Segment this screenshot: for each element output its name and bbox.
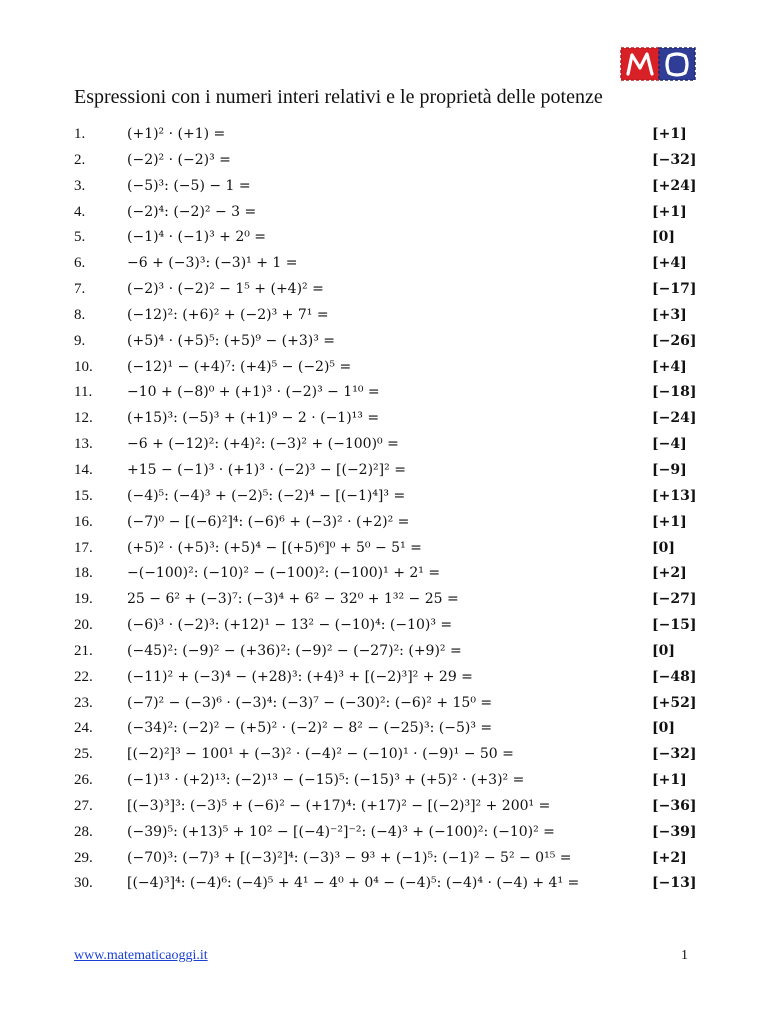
exercise-row: [74, 820, 698, 846]
exercise-expression: (−12)¹ − (+4)⁷: (+4)⁵ − (−2)⁵ =: [127, 358, 352, 375]
exercise-number: 8.: [74, 306, 86, 323]
page-number: 1: [681, 948, 688, 963]
exercise-number: 23.: [74, 694, 93, 711]
exercise-answer: [0]: [652, 720, 675, 737]
exercise-expression: (−70)³: (−7)³ + [(−3)²]⁴: (−3)³ − 9³ + (−1)⁵: (−1)² − 5² − 0¹⁵ =: [127, 849, 572, 866]
exercise-row: [74, 329, 698, 355]
exercise-number: 21.: [74, 642, 93, 659]
exercise-expression: (−5)³: (−5) − 1 =: [127, 177, 251, 194]
exercise-expression: (+5)² · (+5)³: (+5)⁴ − [(+5)⁶]⁰ + 5⁰ − 5¹ =: [127, 539, 422, 556]
exercise-answer: [−4]: [652, 436, 687, 453]
exercise-answer: [0]: [652, 642, 675, 659]
exercise-row: [74, 432, 698, 458]
exercise-number: 15.: [74, 487, 93, 504]
exercise-answer: [+2]: [652, 565, 687, 582]
exercise-number: 6.: [74, 255, 86, 272]
exercise-row: [74, 846, 698, 872]
exercise-row: [74, 380, 698, 406]
exercise-row: [74, 303, 698, 329]
exercise-expression: 25 − 6² + (−3)⁷: (−3)⁴ + 6² − 32⁰ + 1³² − 25 =: [127, 591, 459, 608]
exercise-number: 10.: [74, 358, 93, 375]
exercise-answer: [−32]: [652, 151, 697, 168]
exercise-number: 13.: [74, 436, 93, 453]
exercise-row: [74, 458, 698, 484]
exercise-answer: [−32]: [652, 746, 697, 763]
exercise-number: 18.: [74, 565, 93, 582]
exercise-number: 5.: [74, 229, 86, 246]
exercise-row: [74, 691, 698, 717]
exercise-expression: (−2)³ · (−2)² − 1⁵ + (+4)² =: [127, 281, 324, 298]
exercise-expression: (−34)²: (−2)² − (+5)² · (−2)² − 8² − (−25)³: (−5)³ =: [127, 720, 493, 737]
exercise-answer: [+1]: [652, 513, 687, 530]
exercise-expression: (−12)²: (+6)² + (−2)³ + 7¹ =: [127, 306, 329, 323]
exercise-row: [74, 613, 698, 639]
exercise-row: [74, 200, 698, 226]
exercise-expression: (−45)²: (−9)² − (+36)²: (−9)² − (−27)²: (+9)² =: [127, 642, 462, 659]
exercise-row: [74, 871, 698, 897]
exercise-expression: (−2)⁴: (−2)² − 3 =: [127, 203, 257, 220]
exercise-expression: (−1)⁴ · (−1)³ + 2⁰ =: [127, 229, 267, 246]
exercise-row: [74, 716, 698, 742]
exercise-number: 7.: [74, 281, 86, 298]
exercise-expression: −10 + (−8)⁰ + (+1)³ · (−2)³ − 1¹⁰ =: [127, 384, 380, 401]
exercise-row: [74, 406, 698, 432]
exercise-expression: (−6)³ · (−2)³: (+12)¹ − 13² − (−10)⁴: (−10)³ =: [127, 617, 453, 634]
exercise-answer: [0]: [652, 229, 675, 246]
exercise-expression: (−7)² − (−3)⁶ · (−3)⁴: (−3)⁷ − (−30)²: (−6)² + 15⁰ =: [127, 694, 493, 711]
worksheet-title: Espressioni con i numeri interi relativi e le proprietà delle potenze: [74, 86, 603, 108]
site-logo: [619, 46, 697, 82]
exercise-number: 3.: [74, 177, 86, 194]
exercise-row: [74, 587, 698, 613]
exercise-number: 11.: [74, 384, 93, 401]
exercise-row: [74, 665, 698, 691]
exercise-expression: (−1)¹³ · (+2)¹³: (−2)¹³ − (−15)⁵: (−15)³ + (+5)² · (+3)² =: [127, 772, 525, 789]
exercise-expression: (−11)² + (−3)⁴ − (+28)³: (+4)³ + [(−2)³]² + 29 =: [127, 668, 473, 685]
exercise-row: [74, 122, 698, 148]
exercise-row: [74, 742, 698, 768]
exercise-answer: [−24]: [652, 410, 697, 427]
exercise-answer: [+4]: [652, 358, 687, 375]
exercise-answer: [+1]: [652, 203, 687, 220]
exercise-expression: (−39)⁵: (+13)⁵ + 10² − [(−4)⁻²]⁻²: (−4)³ + (−100)²: (−10)² =: [127, 823, 555, 840]
exercise-expression: (+1)² · (+1) =: [127, 126, 226, 142]
exercise-answer: [−36]: [652, 797, 697, 814]
exercise-answer: [+24]: [652, 177, 697, 194]
exercise-expression: (−4)⁵: (−4)³ + (−2)⁵: (−2)⁴ − [(−1)⁴]³ =: [127, 487, 406, 504]
exercise-expression: −6 + (−12)²: (+4)²: (−3)² + (−100)⁰ =: [127, 436, 399, 453]
exercise-expression: [(−2)²]³ − 100¹ + (−3)² · (−4)² − (−10)¹ · (−9)¹ − 50 =: [127, 746, 514, 763]
exercise-answer: [+3]: [652, 306, 687, 323]
exercise-row: [74, 225, 698, 251]
exercise-answer: [0]: [652, 539, 675, 556]
exercise-expression: (−7)⁰ − [(−6)²]⁴: (−6)⁶ + (−3)² · (+2)² =: [127, 513, 410, 530]
exercise-row: [74, 639, 698, 665]
exercise-row: [74, 251, 698, 277]
exercise-expression: (−2)² · (−2)³ =: [127, 151, 231, 168]
exercise-answer: [−9]: [652, 461, 687, 478]
exercise-answer: [+52]: [652, 694, 697, 711]
exercise-row: [74, 768, 698, 794]
logo-graphic: [619, 46, 697, 82]
exercise-number: 27.: [74, 797, 93, 814]
exercise-row: [74, 484, 698, 510]
footer-website-link[interactable]: www.matematicaoggi.it: [74, 948, 208, 963]
exercise-expression: [(−3)³]³: (−3)⁵ + (−6)² − (+17)⁴: (+17)² − [(−2)³]² + 200¹ =: [127, 797, 551, 814]
exercise-number: 14.: [74, 461, 93, 478]
exercise-number: 30.: [74, 875, 93, 892]
exercise-expression: +15 − (−1)³ · (+1)³ · (−2)³ − [(−2)²]² =: [127, 461, 406, 478]
exercise-answer: [−15]: [652, 617, 697, 634]
exercise-number: 25.: [74, 746, 93, 763]
exercise-list: [74, 122, 698, 897]
exercise-number: 12.: [74, 410, 93, 427]
exercise-number: 19.: [74, 591, 93, 608]
exercise-number: 2.: [74, 151, 86, 168]
exercise-expression: [(−4)³]⁴: (−4)⁶: (−4)⁵ + 4¹ − 4⁰ + 0⁴ − (−4)⁵: (−4)⁴ · (−4) + 4¹ =: [127, 875, 580, 892]
exercise-row: [74, 561, 698, 587]
exercise-number: 26.: [74, 772, 93, 789]
exercise-answer: [+1]: [652, 126, 687, 142]
exercise-answer: [−13]: [652, 875, 697, 892]
exercise-number: 24.: [74, 720, 93, 737]
exercise-answer: [−17]: [652, 281, 697, 298]
exercise-number: 1.: [74, 126, 86, 142]
exercise-answer: [−18]: [652, 384, 697, 401]
exercise-answer: [−39]: [652, 823, 697, 840]
exercise-number: 16.: [74, 513, 93, 530]
exercise-answer: [−27]: [652, 591, 697, 608]
exercise-answer: [+13]: [652, 487, 697, 504]
exercise-expression: −6 + (−3)³: (−3)¹ + 1 =: [127, 255, 298, 272]
exercise-row: [74, 510, 698, 536]
exercise-row: [74, 355, 698, 381]
exercise-expression: −(−100)²: (−10)² − (−100)²: (−100)¹ + 2¹ =: [127, 565, 441, 582]
exercise-expression: (+15)³: (−5)³ + (+1)⁹ − 2 · (−1)¹³ =: [127, 410, 380, 427]
exercise-number: 28.: [74, 823, 93, 840]
exercise-expression: (+5)⁴ · (+5)⁵: (+5)⁹ − (+3)³ =: [127, 332, 336, 349]
exercise-answer: [+2]: [652, 849, 687, 866]
exercise-row: [74, 536, 698, 562]
exercise-number: 9.: [74, 332, 86, 349]
exercise-row: [74, 794, 698, 820]
exercise-answer: [−26]: [652, 332, 697, 349]
exercise-answer: [−48]: [652, 668, 697, 685]
exercise-number: 17.: [74, 539, 93, 556]
exercise-number: 20.: [74, 617, 93, 634]
exercise-answer: [+1]: [652, 772, 687, 789]
exercise-number: 29.: [74, 849, 93, 866]
exercise-row: [74, 277, 698, 303]
exercise-row: [74, 174, 698, 200]
exercise-row: [74, 148, 698, 174]
exercise-answer: [+4]: [652, 255, 687, 272]
exercise-number: 22.: [74, 668, 93, 685]
exercise-number: 4.: [74, 203, 86, 220]
